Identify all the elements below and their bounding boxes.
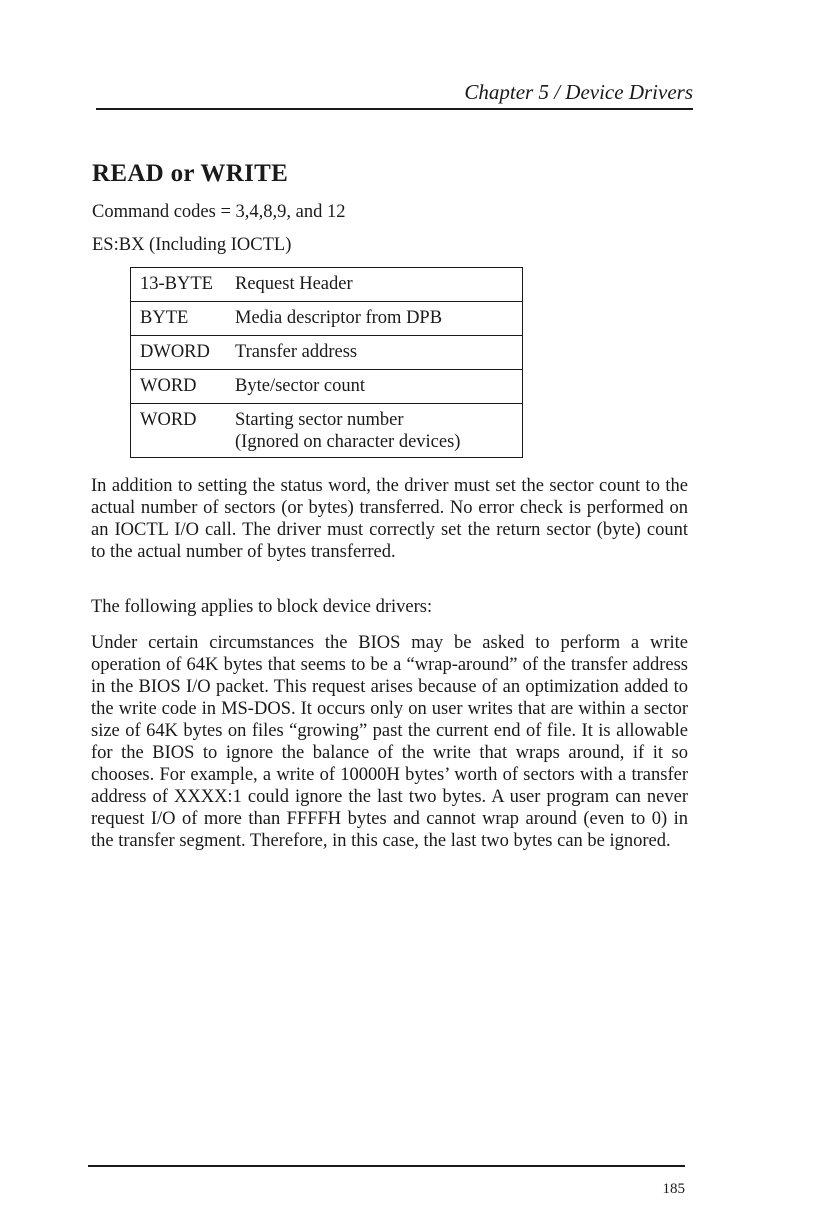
field-description-cell: [235, 404, 523, 458]
running-head: Chapter 5 / Device Drivers: [464, 80, 693, 104]
table-row: [131, 336, 523, 370]
field-description-cell: Transfer address: [235, 336, 523, 370]
field-type-cell: BYTE: [131, 302, 236, 336]
table-row: [131, 302, 523, 336]
request-packet-table: [130, 267, 523, 458]
es-bx-label: ES:BX (Including IOCTL): [92, 235, 292, 255]
table-row: [131, 404, 523, 458]
block-device-intro: The following applies to block device drivers:: [91, 597, 433, 617]
status-word-paragraph: In addition to setting the status word, the driver must set the sector count to the actual number of sectors (or bytes) transferred. No error check is performed on an IOCTL I/O call. The driver must correctly set the return sector (byte) count to the actual number of bytes transferred.: [91, 476, 688, 562]
command-codes-line: Command codes = 3,4,8,9, and 12: [92, 202, 346, 222]
section-title: READ or WRITE: [92, 160, 289, 187]
field-type-cell: WORD: [131, 404, 236, 458]
footer-rule: [88, 1165, 685, 1167]
wrap-around-paragraph: Under certain circumstances the BIOS may be asked to perform a write operation of 64K bytes that seems to be a “wrap-around” of the transfer address in the BIOS I/O packet. This request arises because of an optimization added to the write code in MS-DOS. It occurs only on user writes that are within a sector size of 64K bytes on files “growing” past the current end of file. It is allowable for the BIOS to ignore the balance of the write that wraps around, if it so chooses. For example, a write of 10000H bytes’ worth of sectors with a transfer address of XXXX:1 could ignore the last two bytes. A user program can never request I/O of more than FFFFH bytes and cannot wrap around (even to 0) in the transfer segment. Therefore, in this case, the last two bytes can be ignored.: [91, 633, 688, 851]
field-description-note: (Ignored on character devices): [235, 432, 461, 452]
field-type-cell: WORD: [131, 370, 236, 404]
page-number: 185: [662, 1181, 685, 1197]
field-description-cell: Request Header: [235, 268, 523, 302]
field-description-line: Starting sector number: [235, 410, 404, 430]
table-row: [131, 268, 523, 302]
field-type-cell: DWORD: [131, 336, 236, 370]
field-description-cell: Byte/sector count: [235, 370, 523, 404]
field-description-cell: Media descriptor from DPB: [235, 302, 523, 336]
field-type-cell: 13-BYTE: [131, 268, 236, 302]
table-row: [131, 370, 523, 404]
header-rule: [96, 108, 693, 110]
